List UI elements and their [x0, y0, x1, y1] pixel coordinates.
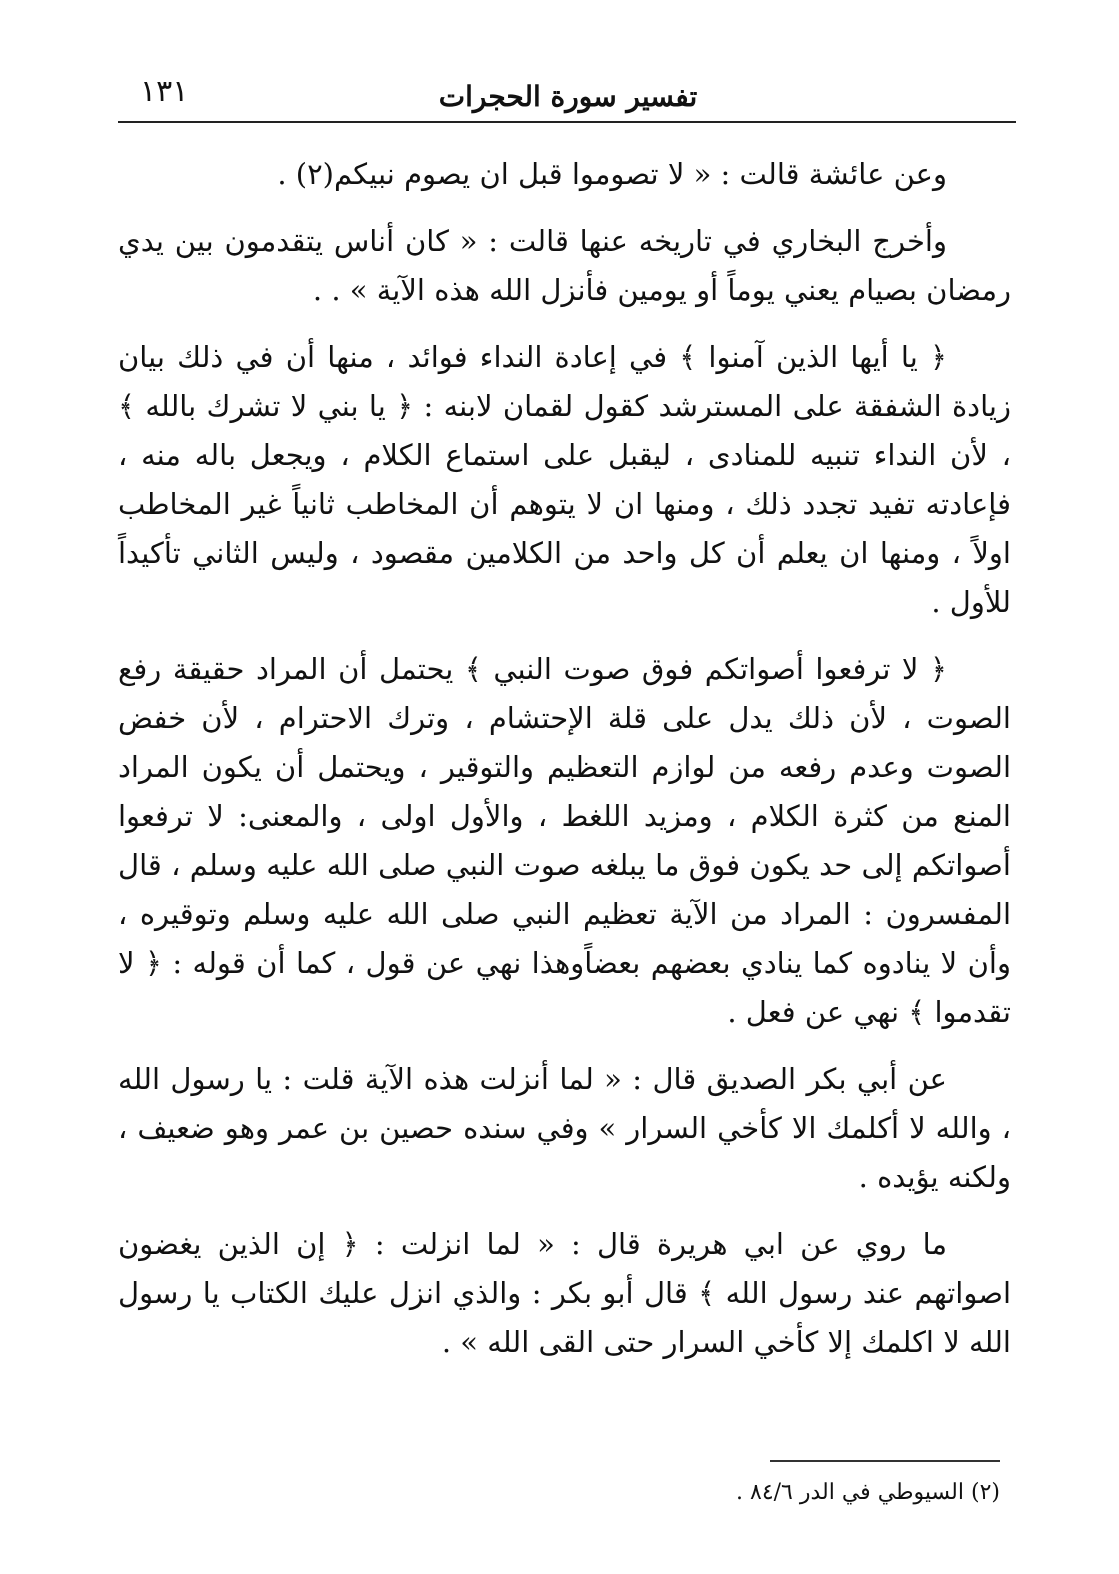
paragraph: وعن عائشة قالت : « لا تصوموا قبل ان يصوم نبيكم(٢) .	[277, 157, 947, 191]
page-header	[118, 66, 1016, 126]
footnote: (٢) السيوطي في الدر ٨٤/٦ .	[736, 1480, 1000, 1505]
paragraph: وأخرج البخاري في تاريخه عنها قالت : « كان أناس يتقدمون بين يدي رمضان بصيام يعني يوماً أو يومين فأنزل الله هذه الآية » . .	[118, 224, 1011, 307]
paragraph: عن أبي بكر الصديق قال : « لما أنزلت هذه الآية قلت : يا رسول الله ، والله لا أكلمك الا كأخي السرار » وفي سنده حصين بن عمر وهو ضعيف ، ولكنه يؤيده .	[118, 1062, 1011, 1194]
header-rule	[118, 121, 1016, 123]
body-text	[118, 150, 1011, 1385]
paragraph: ﴿ لا ترفعوا أصواتكم فوق صوت النبي ﴾ يحتمل أن المراد حقيقة رفع الصوت ، لأن ذلك يدل على قلة الإحتشام ، وترك الاحترام ، لأن خفض الصوت وعدم رفعه من لوازم التعظيم والتوقير ، ويحتمل أن يكون المراد المنع من كثرة الكلام ، ومزيد اللغط ، والأول اولى ، والمعنى: لا ترفعوا أصواتكم إلى حد يكون فوق ما يبلغه صوت النبي صلى الله عليه وسلم ، قال المفسرون : المراد من الآية تعظيم النبي صلى الله عليه وسلم وتوقيره ، وأن لا ينادوه كما ينادي بعضهم بعضاًوهذا نهي عن قول ، كما أن قوله : ﴿ لا تقدموا ﴾ نهي عن فعل .	[118, 652, 1011, 1029]
paragraph: ما روي عن ابي هريرة قال : « لما انزلت : ﴿ إن الذين يغضون اصواتهم عند رسول الله ﴾ قال أبو بكر : والذي انزل عليك الكتاب يا رسول الله لا اكلمك إلا كأخي السرار حتى القى الله » .	[118, 1227, 1011, 1359]
paragraph: ﴿ يا أيها الذين آمنوا ﴾ في إعادة النداء فوائد ، منها أن في ذلك بيان زيادة الشفقة على المسترشد كقول لقمان لابنه : ﴿ يا بني لا تشرك بالله ﴾ ، لأن النداء تنبيه للمنادى ، ليقبل على استماع الكلام ، ويجعل باله منه ، فإعادته تفيد تجدد ذلك ، ومنها ان لا يتوهم أن المخاطب ثانياً غير المخاطب اولاً ، ومنها ان يعلم أن كل واحد من الكلامين مقصود ، وليس الثاني تأكيداً للأول .	[118, 340, 1011, 619]
page-number: ١٣١	[140, 74, 189, 109]
footnote-rule	[770, 1460, 1000, 1462]
running-title: تفسير سورة الحجرات	[438, 80, 698, 113]
